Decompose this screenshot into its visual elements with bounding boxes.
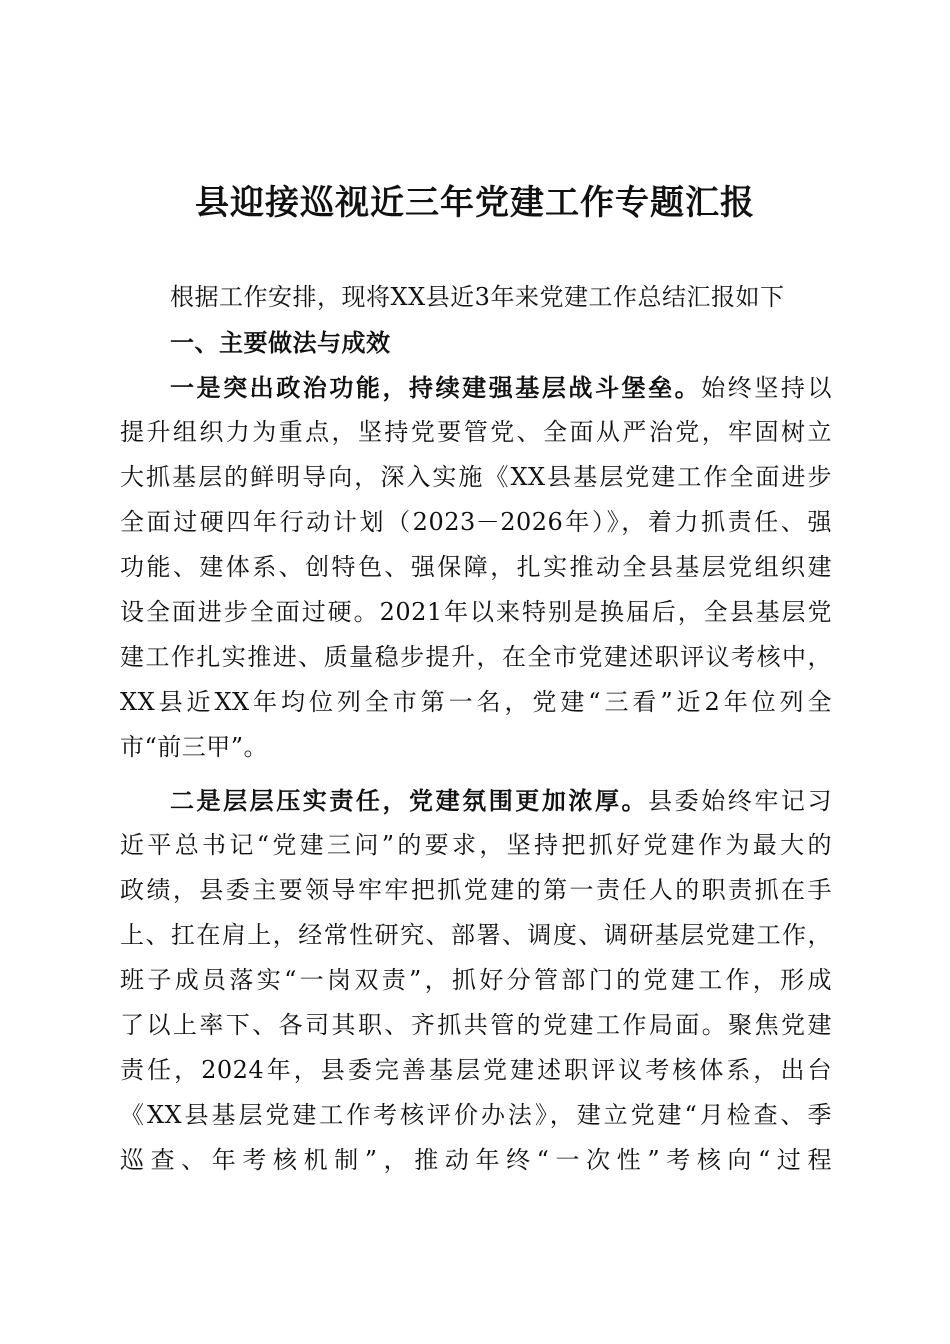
paragraph-gap: [120, 770, 832, 778]
document-title: 县迎接巡视近三年党建工作专题汇报: [195, 183, 755, 223]
paragraph-1-line: 提升组织力为重点，坚持党要管党、全面从严治党，牢固树立: [120, 418, 832, 446]
paragraph-1-lead: 一是突出政治功能，持续建强基层战斗堡垒。: [170, 373, 702, 402]
paragraph-2-line-1: [120, 778, 832, 823]
section-heading: 一、主要做法与成效: [170, 328, 391, 357]
paragraph-2-lead: 二是层层压实责任，党建氛围更加浓厚。: [170, 786, 649, 815]
paragraph-2-text: 县委始终牢记习: [648, 787, 832, 815]
paragraph-1-line-1: [120, 365, 832, 410]
paragraph-1-line: 建工作扎实推进、质量稳步提升，在全市党建述职评议考核中，: [120, 643, 832, 671]
paragraph-2-line: 近平总书记“党建三问”的要求，坚持把抓好党建作为最大的: [120, 831, 832, 859]
paragraph-1-text: 始终坚持以: [701, 374, 832, 402]
paragraph-2-line: 政绩，县委主要领导牢牢把抓党建的第一责任人的职责抓在手: [120, 876, 832, 904]
paragraph-1-line: 功能、建体系、创特色、强保障，扎实推动全县基层党组织建: [120, 553, 832, 581]
paragraph-1-line: 市“前三甲”。: [120, 733, 269, 761]
paragraph-1-line: XX县近XX年均位列全市第一名，党建“三看”近2年位列全: [120, 688, 832, 716]
paragraph-1-line: 大抓基层的鲜明导向，深入实施《XX县基层党建工作全面进步: [120, 463, 832, 491]
paragraph-1-line: 全面过硬四年行动计划（2023－2026年）》，着力抓责任、强: [120, 508, 832, 536]
paragraph-1-line: 设全面进步全面过硬。2021年以来特别是换届后，全县基层党: [120, 598, 832, 626]
document-body: [120, 275, 832, 1183]
paragraph-2-line: 《XX县基层党建工作考核评价办法》，建立党建“月检查、季: [120, 1101, 832, 1129]
paragraph-2-line: 班子成员落实“一岗双责”，抓好分管部门的党建工作，形成: [120, 966, 832, 994]
paragraph-2-line: 巡查、年考核机制”，推动年终“一次性”考核向“过程: [120, 1146, 832, 1174]
paragraph-2-line: 责任，2024年，县委完善基层党建述职评议考核体系，出台: [120, 1056, 832, 1084]
paragraph-2-line: 上、扛在肩上，经常性研究、部署、调度、调研基层党建工作，: [120, 921, 832, 949]
paragraph-2-line: 了以上率下、各司其职、齐抓共管的党建工作局面。聚焦党建: [120, 1011, 832, 1039]
intro-paragraph: 根据工作安排，现将XX县近3年来党建工作总结汇报如下: [170, 283, 785, 311]
